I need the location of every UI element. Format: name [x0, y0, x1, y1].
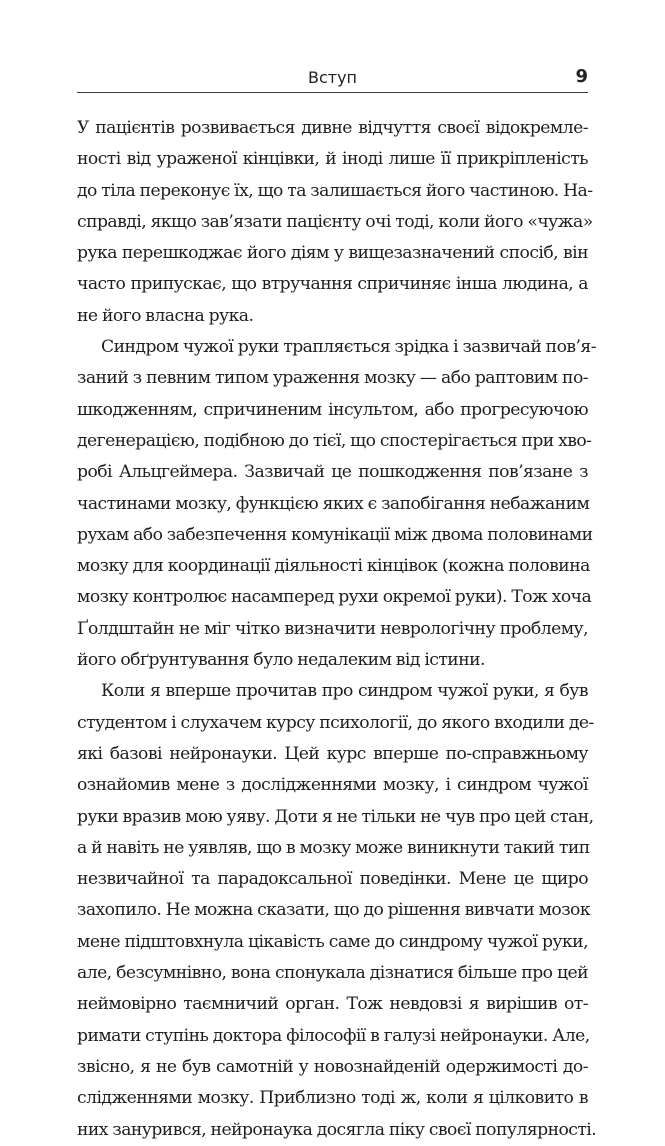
text-line: захопило. Не можна сказати, що до рішення вивчати мозок — [77, 900, 591, 921]
page-number: 9 — [575, 66, 588, 87]
text-line: але, безсумнівно, вона спонукала дізнатися більше про цей — [77, 963, 588, 984]
text-line: слідженнями мозку. Приблизно тоді ж, коли я цілковито в — [77, 1088, 588, 1109]
text-line: справді, якщо зав’язати пацієнту очі тоді, коли його «чужа» — [77, 211, 593, 232]
text-line: мозку контролює насамперед рухи окремої руки). Тож хоча — [77, 587, 592, 608]
text-line: У пацієнтів розвивається дивне відчуття своєї відокремле- — [77, 118, 588, 138]
text-line: Коли я вперше прочитав про синдром чужої руки, я був — [101, 681, 588, 702]
page-header — [77, 62, 588, 93]
text-line: незвичайної та парадоксальної поведінки. Мене це щиро — [77, 869, 588, 890]
text-line: Ґолдштайн не міг чітко визначити неврологічну проблему, — [77, 618, 588, 639]
text-line: шкодженням, спричиненим інсультом, або прогресуючою — [77, 399, 588, 420]
text-line: мозку для координації діяльності кінцівок (кожна половина — [77, 556, 590, 577]
text-line: дегенерацією, подібною до тієї, що спостерігається при хво- — [77, 430, 592, 451]
text-line: студентом і слухачем курсу психології, до якого входили де- — [77, 712, 594, 733]
running-title: Вступ — [307, 68, 358, 87]
text-line: римати ступінь доктора філософії в галузі нейронауки. Але, — [77, 1025, 590, 1046]
text-line: рухам або забезпечення комунікації між двома половинами — [77, 524, 593, 545]
text-line: до тіла переконує їх, що та залишається його частиною. На- — [77, 180, 593, 201]
text-line: Синдром чужої руки трапляється зрідка і зазвичай пов’я- — [101, 337, 596, 358]
text-line: які базові нейронауки. Цей курс вперше по-справжньому — [77, 743, 588, 764]
text-line: часто припускає, що втручання спричиняє інша людина, а — [77, 274, 588, 295]
body-text — [77, 113, 597, 1146]
text-line: а й навіть не уявляв, що в мозку може виникнути такий тип — [77, 837, 590, 858]
text-line: ності від ураженої кінцівки, й іноді лише її прикріпленість — [77, 149, 588, 170]
text-line: робі Альцгеймера. Зазвичай це пошкодження пов’язане з — [77, 462, 588, 483]
text-line: його обґрунтування було недалеким від істини. — [77, 650, 485, 671]
text-line: мене підштовхнула цікавість саме до синдрому чужої руки, — [77, 931, 588, 952]
text-line: руки вразив мою уяву. Доти я не тільки не чув про цей стан, — [77, 806, 594, 827]
text-line: звісно, я не був самотній у новознайденій одержимості до- — [77, 1056, 588, 1077]
text-line: частинами мозку, функцією яких є запобігання небажаним — [77, 493, 590, 514]
paragraph-3 — [77, 676, 597, 1145]
text-line: неймовірно таємничий орган. Тож невдовзі я вирішив от- — [77, 994, 588, 1015]
text-line: не його власна рука. — [77, 305, 254, 326]
text-line: рука перешкоджає його діям у вищезазначений спосіб, він — [77, 243, 588, 264]
paragraph-2 — [77, 332, 596, 676]
text-line: заний з певним типом ураження мозку — або раптовим по- — [77, 368, 588, 389]
text-line: ознайомив мене з дослідженнями мозку, і синдром чужої — [77, 775, 588, 796]
paragraph-1 — [77, 113, 593, 332]
text-line: них занурився, нейронаука досягла піку своєї популярності. — [77, 1119, 597, 1140]
